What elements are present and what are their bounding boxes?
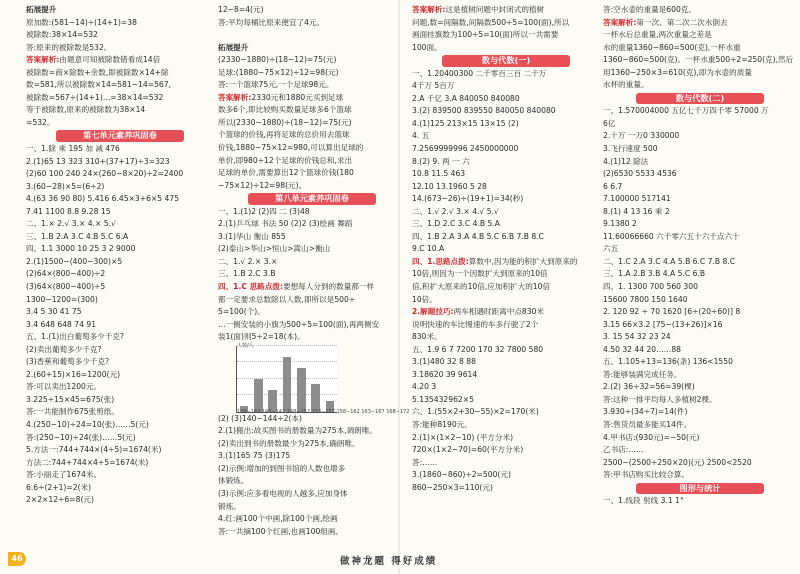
answer-line: 1300−1200=(300): [26, 294, 98, 304]
answer-line: 3.4 5 30 41 75: [26, 307, 82, 317]
answer-line: 2.(1)搬出:故买图书的册数量为275本,调朗唯。: [218, 426, 377, 436]
answer-text: 第一次、第二次二次水倒去: [636, 17, 728, 27]
answer-text: 要想每人分到的数量都一样: [282, 281, 375, 291]
answer-text: 算数中,因为能的积扩大到原来的: [468, 256, 578, 266]
answer-line: 装1(面)则5÷2=18(本)。: [218, 332, 305, 342]
answer-line: 2.(60+15)×16=1200(元): [26, 369, 121, 379]
answer-line: 答:空水壶的重量是600克。: [603, 5, 696, 14]
answer-line: 答:原来的被除数是532。: [26, 42, 112, 52]
chart-x-labels: 138−142 143−147 148−152 153−157 158−162 163−167 168−172: [237, 409, 410, 416]
section-header: 数与代数(二): [636, 93, 764, 105]
answer-line: 被除数=567÷(14+1)…=38×14=532: [26, 92, 164, 102]
answer-line: −75×12)÷12=98(元)。: [218, 180, 307, 190]
section-header: 数与代数(一): [442, 55, 570, 67]
answer-line: 答:平均每桶比原来便宜了4元。: [218, 17, 325, 27]
chart-bar: [283, 357, 292, 412]
answer-line: 数多6个,即比较购买数量足球多6个篮球: [218, 105, 352, 115]
answer-line: [26, 54, 214, 67]
answer-line: 五、1.9 6 7 7200 170 32 7800 580: [412, 344, 544, 354]
answer-line: 2.(1)×(1×2−10) (平方分米): [412, 432, 514, 442]
answer-line: 答:……: [412, 457, 438, 467]
answer-line: =532。: [26, 117, 55, 127]
answer-line: 二、1.× 2.√ 3.× 4.× 5.√: [26, 219, 116, 229]
answer-line: (3)示例:应多看电视的人越多,应加身体: [218, 489, 348, 498]
answer-line: 四、1. 1300 700 560 300: [603, 281, 698, 291]
answer-line: 一、1.570004000 五亿七千万四千零 57000 万: [603, 106, 769, 116]
answer-line: 答:甲书店购买比较合算。: [603, 470, 690, 480]
answer-line: 五、1.105+13=136(条) 136<1550: [603, 357, 733, 367]
answer-line: 3.(2) 839500 839550 840050 840080: [412, 106, 556, 116]
answer-line: 12.10 13.1960 5 28: [412, 181, 487, 191]
answer-line: 数=581,所以被除数×14=581−14=567,: [26, 80, 172, 90]
answer-line: 5.135432962×5: [412, 394, 474, 404]
answer-line: 被除数=商×除数+余数,即被除数×14+除: [26, 67, 169, 77]
answer-line: 5.方法一:744+744×(4÷5)=1674(米): [26, 445, 162, 455]
answer-line: (2330−1880)÷(18−12)=75(元): [218, 55, 337, 65]
answer-line: 3.225÷15×45=675(张): [26, 394, 115, 404]
answer-line: 12−8=4(元): [218, 5, 264, 14]
answer-line: 4.(1)12 除法: [603, 156, 649, 166]
answer-line: 2.A 千亿 3.A 840050 840080: [412, 93, 520, 103]
answer-line: 画面挂旗数为100÷5=10(面)所以一共需要: [412, 30, 559, 40]
answer-line: 足球:(1880−75×12)÷12=98(元): [218, 67, 339, 77]
answer-text: 这是植树问题中封闭式的植树: [445, 5, 545, 14]
answer-line: 二、1.√ 2.√ 3.× 4.√ 5.√: [412, 206, 499, 216]
footer-slogan: 做神龙题 得好成绩: [340, 556, 438, 567]
answer-line: 三、1.B 2.C 3.B: [218, 269, 276, 279]
answer-line: 拓展提升: [26, 5, 57, 14]
grid-line: [237, 345, 337, 346]
answer-line: 2×2×12÷6=8(元): [26, 495, 94, 505]
answer-line: 4.(1)125 213×15 13×15 (2): [412, 118, 519, 128]
answer-line: 用1360−250×3=610(克),即为水壶的质量: [603, 67, 752, 77]
answer-line: 三、1.A 2.B 3.B 4.A 5.C 6.B: [603, 269, 706, 279]
answer-line: 方法二:744+744×4÷5=1674(米): [26, 457, 149, 467]
answer-line: 860−250×3=110(元): [412, 482, 493, 492]
answer-line: 答:可以卖出1200元。: [26, 382, 102, 392]
column-4: [603, 4, 797, 508]
answer-line: 10倍,则因为一个因数扩大到原来的10倍: [412, 269, 548, 279]
answer-line: 3.飞行速度 500: [603, 143, 658, 153]
answer-line: 答:(250−10)÷24(张)……5(元): [26, 432, 136, 442]
answer-line: 2500−(2500÷250×20)(元) 2500<2520: [603, 457, 752, 467]
answer-line: 所以(2330−1880)÷(18−12)=75(元): [218, 117, 352, 127]
answer-line: 4.(250−10)÷24=10(张)……5(元): [26, 420, 149, 429]
answer-line: 水的重量1360−860=500(克),一杯水重: [603, 42, 741, 52]
answer-line: 倍,积扩大原来的10倍,应加积扩大的10倍: [412, 281, 551, 291]
answer-line: 6 6.7: [603, 181, 623, 191]
answer-line: 三、1.D 2.C 3.C 4.B 5.A: [412, 219, 500, 229]
answer-line: (2)卖出葡萄多少千克?: [26, 344, 102, 354]
answer-line: 9.C 10.A: [412, 244, 445, 254]
answer-line: 等于被除数,原来的被除数为38×14: [26, 105, 146, 115]
column-1: [26, 4, 214, 507]
answer-line: 价钱,1880−75×12=980,可以算出足球的: [218, 143, 364, 153]
section-header: 第八单元素养巩固卷: [248, 193, 376, 205]
answer-line: 3.(60−28)×5=(6÷2): [26, 181, 105, 191]
answer-line: 体锻炼。: [218, 476, 249, 486]
answer-line: 拓展提升: [218, 42, 249, 52]
answer-line: 4.甲书店:(930元)=−50(元): [603, 432, 700, 442]
answer-line: [412, 4, 600, 17]
answer-line: [218, 92, 406, 105]
answer-tag: 答案解析:: [603, 17, 637, 27]
answer-line: [412, 256, 600, 269]
answer-line: 4.(63 36 90 80) 5.416 6.45×3+6×5 475: [26, 194, 180, 204]
answer-line: 二、1.C 2.A 3.C 4.A 5.B 6.C 7.B 8.C: [603, 256, 736, 266]
answer-line: 6亿: [603, 118, 616, 128]
answer-line: 3.(1)华山 衡山 855: [218, 231, 286, 241]
answer-line: 7.100000 517141: [603, 194, 671, 204]
answer-line: 3. 15 54 32 23 24: [603, 332, 671, 342]
answer-tag: 答案解析:: [26, 55, 60, 65]
answer-text: 两车相遇时距离中点830米: [453, 307, 545, 317]
answer-line: 3.(1)480 32 8 88: [412, 357, 476, 367]
answer-line: [412, 306, 600, 319]
answer-tag: 答案解析:: [218, 92, 252, 102]
answer-line: 2.(1)65 13 323 310+(37+17)÷3=323: [26, 156, 170, 166]
chart-bar: [297, 368, 306, 412]
answer-line: [218, 29, 406, 42]
answer-line: (3)64×(800−400)÷5: [26, 281, 106, 291]
answer-line: 720×(1×2−70)=60(平方分米): [412, 445, 524, 455]
answer-line: (3)香蕉和葡萄多少千克?: [26, 357, 110, 367]
answer-line: 四、1.B 2.A 3.A 4.B 5.C 6.B 7.B 8.C: [412, 231, 544, 241]
answer-line: 水杯的重量。: [603, 80, 649, 90]
answer-line: 说明快速的车比慢速的车多行驶了2个: [412, 319, 539, 329]
answer-line: 3.930÷(34÷7)=14(件): [603, 407, 688, 417]
answer-line: 5=100(个)。: [218, 307, 265, 317]
answer-line: (2)60 100 240 24×(260−8×20)÷2=2400: [26, 169, 184, 179]
answer-line: 15600 7800 150 1640: [603, 294, 688, 304]
answer-tag: 2.解题技巧:: [412, 307, 454, 317]
answer-line: 100面。: [412, 42, 442, 52]
answer-line: 1360−860=500(克)。一杯水重500÷2=250(克),然后: [603, 55, 794, 65]
answer-line: 一、1.除 乘 195 加 减 476: [26, 143, 120, 153]
answer-line: (2)6530 5533 4536: [603, 169, 677, 179]
answer-tag: 答案解析:: [412, 5, 446, 14]
answer-line: 答:售货员最多能买14件。: [603, 420, 692, 429]
answer-line: 被除数:38×14=532: [26, 30, 98, 40]
answer-line: 答:一共摘100个红画,也画100组画。: [218, 526, 344, 536]
section-header: 第七单元素养巩固卷: [56, 130, 184, 142]
answer-line: [603, 17, 797, 30]
answer-line: (2)卖出到书的册数最少为275本,确朗唯。: [218, 438, 360, 448]
answer-line: (2)64×(800−400)÷2: [26, 269, 106, 279]
answer-tag: 四、1.C 思路点拨:: [218, 281, 283, 291]
answer-line: 四、1.1 3000 10 25 3 2 9000: [26, 244, 136, 254]
answer-line: 答:一个篮球75元,一个足球98元。: [218, 80, 334, 90]
answer-line: (2)泰山>华山>恒山>嵩山>衡山: [218, 244, 331, 254]
answer-line: 答:能种8190元。: [412, 420, 472, 429]
answer-line: 乙书店:……: [603, 445, 644, 455]
answer-line: …一侧安装的小旗为500÷5=100(面),再两侧安: [218, 319, 380, 329]
answer-line: 原加数:(581−14)÷(14+1)=38: [26, 17, 137, 27]
answer-line: 9.1380 2: [603, 219, 637, 229]
answer-line: 三、1.B 2.A 3.C 4.B 5.C 6.A: [26, 231, 129, 241]
answer-line: 8.(1) 4 13 16 乘 2: [603, 206, 670, 216]
answer-line: 问题,数=间隔数,间隔数500÷5=100(面),所以: [412, 17, 570, 27]
answer-line: 7.41 1100 8.8 9.28 15: [26, 206, 111, 216]
answer-line: 答:这种一排平均每人多植树2棵。: [603, 394, 717, 404]
answer-line: 10倍。: [412, 294, 437, 304]
answer-line: (2) (3)140−144÷2(本): [218, 413, 302, 423]
answer-line: 3.4 648 648 74 91: [26, 319, 97, 329]
answer-line: 4.红:画100个中画,除100个画,绘画: [218, 514, 338, 524]
answer-line: 个篮球的价钱,再将足球的总价用去篮球: [218, 130, 350, 140]
answer-line: 2.十万 一万0 330000: [603, 131, 680, 141]
answer-line: 4千万 5百万: [412, 81, 455, 91]
answer-line: 2. 120 92 ÷ 70 1620 [6÷(20÷60)] 8: [603, 307, 741, 317]
answer-line: 答:能够装满完成任务。: [603, 369, 682, 379]
answer-line: 一、1.线段 射线 3.1 1°: [603, 496, 684, 506]
answer-line: 3.(1860−860)÷2=500(元): [412, 470, 511, 480]
answer-line: (2)示例:增加的到图书馆的人数也增多: [218, 463, 346, 473]
chart-y-label: 人数/人: [237, 342, 254, 349]
answer-line: 六、1.(55×2+30−55)×2=170(米): [412, 407, 539, 417]
answer-line: 答:一共能制作675张剪纸。: [26, 407, 119, 417]
answer-line: 六五: [603, 244, 619, 254]
answer-line: 6.6÷(2+1)=2(米): [26, 482, 92, 492]
answer-line: 2.(2) 36÷32=56=39(棵): [603, 382, 695, 392]
answer-line: 3.15 66×3.2 [75−(13+26)]×16: [603, 319, 723, 329]
page-number: 46: [8, 552, 26, 566]
answer-line: 14.(673−26)÷(19+1)=34(秒): [412, 194, 524, 204]
answer-line: 锻炼。: [218, 501, 241, 511]
answer-line: 答:小丽走了1674米。: [26, 470, 102, 480]
section-header: 图形与统计: [636, 483, 764, 495]
answer-line: 11.60066660 六千零六五十六千点六十: [603, 231, 740, 241]
answer-line: 10.8 11.5 463: [412, 169, 466, 179]
column-2: [218, 4, 410, 538]
answer-text: 2330元和1880元买到足球: [251, 92, 344, 102]
answer-line: 都一定要求总数除以人数,即所以是500÷: [218, 294, 356, 304]
bar-chart: [236, 342, 410, 416]
answer-line: 五、1.(1)出白葡萄多少千克?: [26, 332, 124, 342]
answer-line: 一杯水后总重量,两次重量之差是: [603, 30, 712, 40]
answer-line: 4.50 32 44 20……88: [603, 344, 681, 354]
answer-line: 二、1.√ 2.× 3.×: [218, 256, 278, 266]
answer-line: 7.2569999996 2450000000: [412, 143, 519, 153]
answer-line: 4. 五: [412, 131, 430, 141]
answer-line: 830米。: [412, 332, 442, 342]
answer-line: 2.(1)乒乓球 书法 50 (2)2 (3)绘画 舞蹈: [218, 219, 353, 229]
answer-line: 8.(2) 9. 两 一 六: [412, 156, 470, 166]
answer-tag: 四、1.思路点拨:: [412, 256, 469, 266]
answer-line: 一、1.20400300 二千零百三百 二千万: [412, 68, 547, 78]
answer-line: 单价,即980÷12个足球的价钱总和,求出: [218, 155, 353, 165]
answer-line: [218, 281, 406, 294]
column-3: [412, 4, 600, 494]
answer-line: 4.20 3: [412, 382, 437, 392]
answer-line: 2.(1)1500−(400−300)×5: [26, 256, 123, 266]
answer-line: 3.18620 39 9614: [412, 369, 478, 379]
answer-line: 一、1.(1)2 (2)四 二 (3)48: [218, 206, 310, 216]
answer-text: 由题意可知被除数错看成14倍: [59, 55, 161, 65]
answer-line: 足球的单价,需要算出12个篮球价钱(180: [218, 168, 354, 178]
answer-line: 3.(1)165 75 (3)175: [218, 451, 291, 461]
